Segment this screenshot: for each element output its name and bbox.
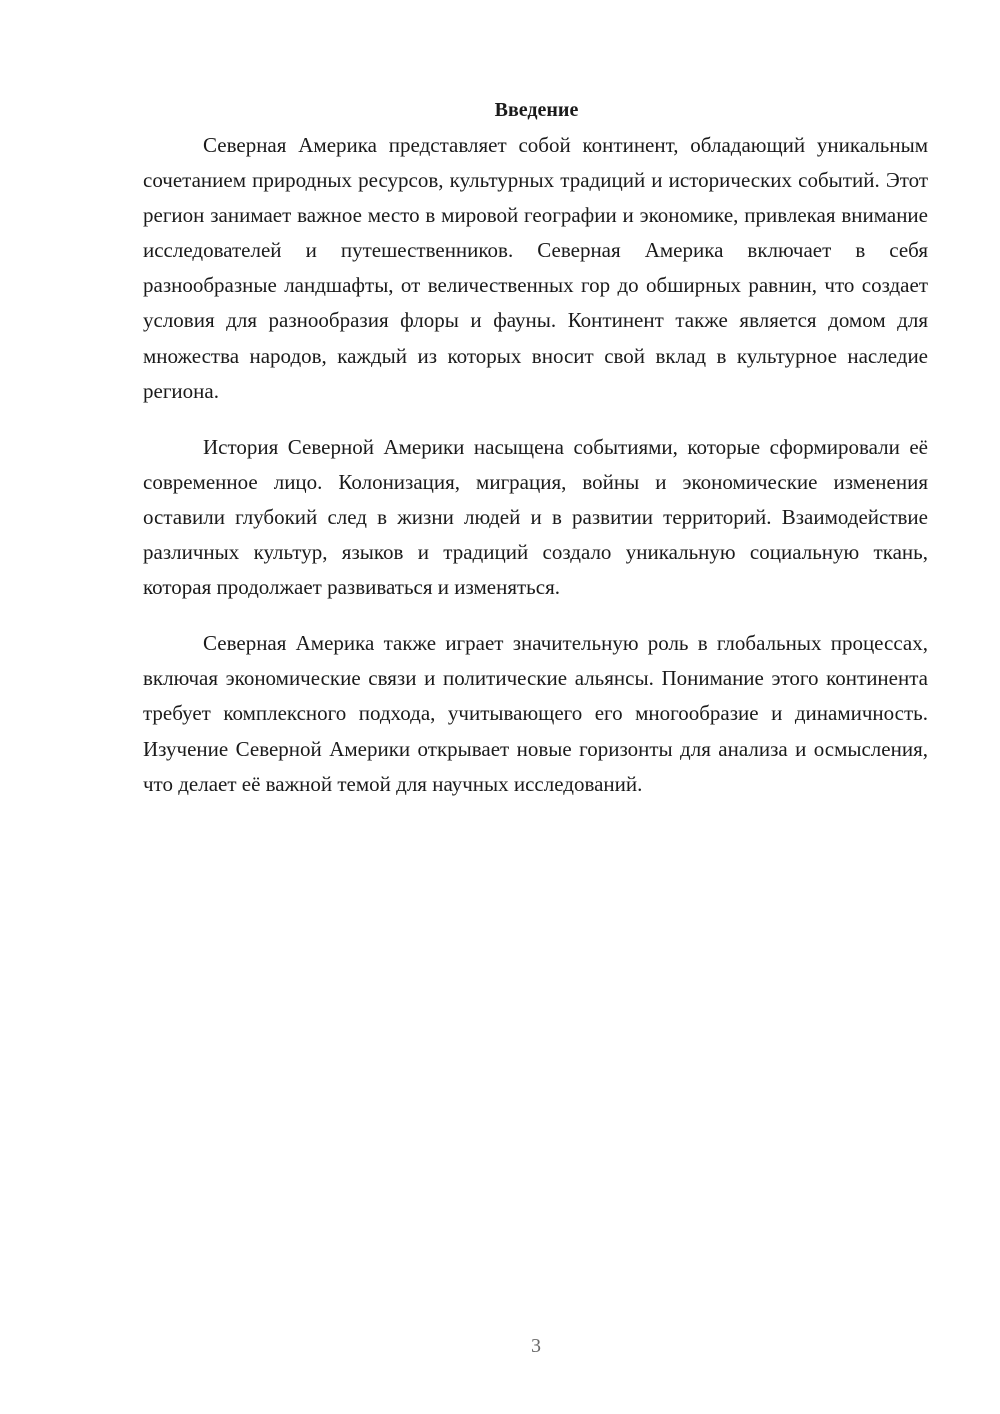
paragraph-3: Северная Америка также играет значительную роль в глобальных процессах, включая экономические связи и политические альянсы. Понимание этого континента требует комплексного подхода, учитывающего его многообразие и динамичность. Изучение Северной Америки открывает новые горизонты для анализа и осмысления, что делает её важной темой для научных исследований. (143, 631, 928, 796)
page-content (143, 93, 928, 823)
paragraph-1: Северная Америка представляет собой континент, обладающий уникальным сочетанием природных ресурсов, культурных традиций и исторических событий. Этот регион занимает важное место в мировой географии и экономике, привлекая внимание исследователей и путешественников. Северная Америка включает в себя разнообразные ландшафты, от величественных гор до обширных равнин, что создает условия для разнообразия флоры и фауны. Континент также является домом для множества народов, каждый из которых вносит свой вклад в культурное наследие региона. (143, 133, 928, 403)
paragraph-2: История Северной Америки насыщена событиями, которые сформировали её современное лицо. Колонизация, миграция, войны и экономические изменения оставили глубокий след в жизни людей и в развитии территорий. Взаимодействие различных культур, языков и традиций создало уникальную социальную ткань, которая продолжает развиваться и изменяться. (143, 434, 928, 600)
page-number: 3 (531, 1335, 541, 1357)
page-title: Введение (494, 99, 579, 121)
